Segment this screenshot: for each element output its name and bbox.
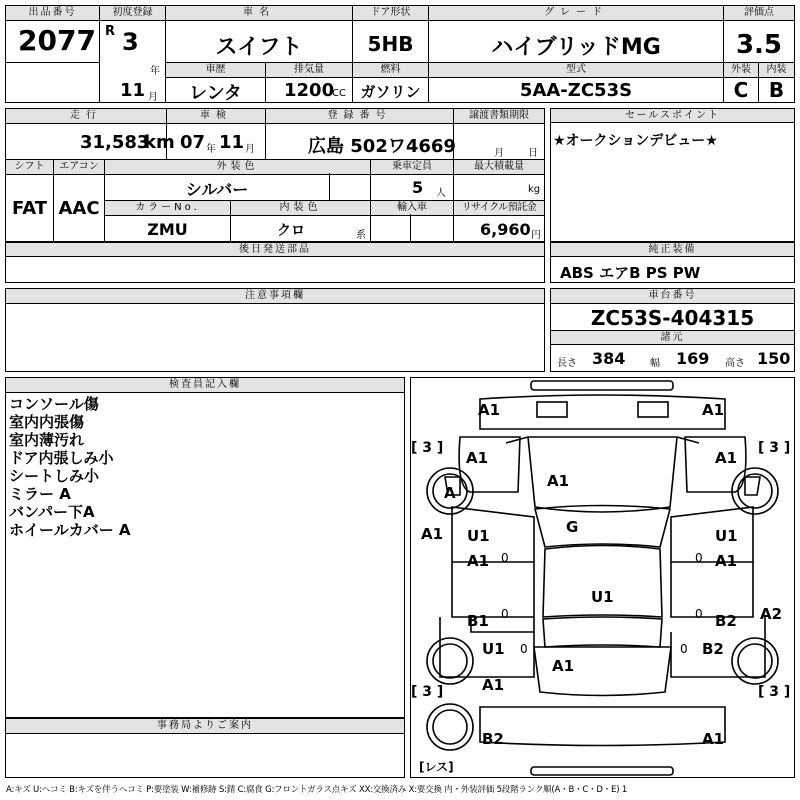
damage-label: A1 <box>478 401 501 419</box>
tire-depth: [ 3 ] <box>411 440 444 456</box>
inspector-note: コンソール傷 <box>9 395 99 413</box>
model-code: 5AA-ZC53S <box>519 80 633 101</box>
damage-label: B1 <box>467 612 489 630</box>
damage-label: U1 <box>715 527 738 545</box>
year-unit: 年 <box>150 66 160 77</box>
sales-point-label: セールスポイント <box>551 109 794 123</box>
zero-mark: 0 <box>501 551 509 565</box>
inspector-note: シートしみ小 <box>9 467 100 485</box>
equipment-text: ABS エアB PS PW <box>560 264 701 282</box>
ac-label: エアコン <box>59 161 99 172</box>
recycle-unit: 円 <box>531 230 541 241</box>
inspector-note: 室内薄汚れ <box>9 431 85 449</box>
capacity-label: 乗車定員 <box>392 161 432 172</box>
mileage-unit: km <box>144 132 175 153</box>
tire-depth: [ 3 ] <box>758 684 791 700</box>
fuel: ガソリン <box>360 83 421 101</box>
max-load-label: 最大積載量 <box>474 161 524 172</box>
inspection-year: 07 <box>180 132 206 153</box>
era-letter: R <box>105 24 116 39</box>
transfer-month-unit: 月 <box>494 148 504 159</box>
damage-label: A2 <box>760 605 783 623</box>
max-load-unit: kg <box>528 184 541 195</box>
zero-mark: 0 <box>520 642 528 656</box>
office-label: 事務局よりご案内 <box>6 719 404 734</box>
shift-label: シフト <box>14 161 45 172</box>
fuel-label: 燃料 <box>380 64 401 75</box>
month-unit: 月 <box>148 92 158 103</box>
car-name-label: 車名 <box>243 7 275 18</box>
chassis-label: 車台番号 <box>551 289 794 304</box>
inspector-note: ホイールカバー A <box>9 521 131 539</box>
ext-color-label: 外装色 <box>216 161 259 172</box>
damage-label: B2 <box>702 640 724 658</box>
grade-label: グレード <box>544 7 608 18</box>
color-no: ZMU <box>147 220 188 239</box>
exterior-label: 外装 <box>731 64 751 75</box>
damage-label: A1 <box>547 472 570 490</box>
transfer-label: 譲渡書類期限 <box>469 110 529 121</box>
zero-mark: 0 <box>680 642 688 656</box>
grade: ハイブリッドMG <box>491 35 661 60</box>
int-color-label: 内装色 <box>279 202 322 213</box>
length: 384 <box>592 349 626 368</box>
damage-label: A1 <box>715 552 738 570</box>
zero-mark: 0 <box>501 607 509 621</box>
int-color: クロ <box>277 223 305 239</box>
import-label: 輸入車 <box>397 202 427 213</box>
inspection-label: 車検 <box>200 110 232 121</box>
door-label: ドア形状 <box>370 7 411 18</box>
inspector-note: バンパー下A <box>9 503 95 521</box>
lot-no-label: 出品番号 <box>28 7 77 18</box>
interior-label: 内装 <box>766 64 787 75</box>
history-label: 車歴 <box>205 64 226 75</box>
equipment-label: 純正装備 <box>551 243 794 257</box>
model-label: 型式 <box>566 64 586 75</box>
first-reg-year: 3 <box>122 28 139 56</box>
inspection-year-unit: 年 <box>206 144 216 155</box>
displacement-unit: CC <box>332 88 346 99</box>
inspector-note: ドア内張しみ小 <box>9 449 114 467</box>
length-label: 長さ <box>557 358 577 369</box>
capacity-unit: 人 <box>436 188 446 199</box>
tire-depth: [ 3 ] <box>411 684 444 700</box>
mileage: 31,583 <box>80 132 150 153</box>
spare-tire-label: [レス] <box>419 760 454 774</box>
car-diagram <box>410 377 795 778</box>
int-color-unit: 系 <box>356 230 366 241</box>
height-label: 高さ <box>725 358 745 369</box>
displacement: 1200 <box>284 80 335 101</box>
capacity: 5 <box>412 178 424 197</box>
damage-label: U1 <box>467 527 490 545</box>
width-label: 幅 <box>650 358 660 369</box>
displacement-label: 排気量 <box>294 64 324 75</box>
air-conditioner: AAC <box>58 198 100 219</box>
score: 3.5 <box>735 30 783 60</box>
notes-label: 注意事項欄 <box>6 289 544 304</box>
inspector-label: 検査員記入欄 <box>6 378 404 393</box>
history: レンタ <box>189 83 242 104</box>
width: 169 <box>676 349 710 368</box>
inspector-note: 室内内張傷 <box>9 413 85 431</box>
plate-label: 登録番号 <box>327 110 392 121</box>
damage-label: A1 <box>702 730 725 748</box>
damage-label: U1 <box>482 640 505 658</box>
damage-label: A1 <box>467 552 490 570</box>
shift: FAT <box>11 198 48 219</box>
damage-label: A1 <box>482 676 505 694</box>
dims-label: 諸元 <box>551 330 794 345</box>
damage-label: A1 <box>421 525 444 543</box>
height: 150 <box>757 349 791 368</box>
damage-label: A1 <box>702 401 725 419</box>
damage-label: A1 <box>552 657 575 675</box>
transfer-day-unit: 日 <box>528 148 538 159</box>
damage-label: B2 <box>482 730 504 748</box>
plate-number: 広島 502ワ4669 <box>308 136 456 157</box>
zero-mark: 0 <box>695 551 703 565</box>
recycle-fee: 6,960 <box>480 220 531 239</box>
car-name: スイフト <box>215 35 303 60</box>
inspector-note: ミラー A <box>9 485 71 503</box>
inspection-month: 11 <box>219 132 245 153</box>
damage-label: A1 <box>715 449 738 467</box>
damage-label: A <box>444 484 456 502</box>
ext-color: シルバー <box>185 180 249 199</box>
sales-point-box <box>550 108 795 242</box>
first-reg-label: 初度登録 <box>112 7 153 18</box>
damage-label: G <box>566 518 579 536</box>
sales-point-text: ★オークションデビュー★ <box>553 133 718 149</box>
damage-label: B2 <box>715 612 737 630</box>
zero-mark: 0 <box>695 607 703 621</box>
interior-grade: B <box>768 78 785 102</box>
legend: A:キズ U:ヘコミ B:キズを伴うヘコミ P:要塗装 W:補修跡 S:錆 C:腐食 G:フロントガラス点キズ XX:交換済み X:要交換 内・外装評価 5段階ランク順(A・B・C・D・E) 1 <box>6 785 628 795</box>
exterior-grade: C <box>733 78 749 102</box>
color-no-label: カラーNo. <box>135 202 200 213</box>
inspector-notes <box>9 395 131 539</box>
score-label: 評価点 <box>744 7 774 18</box>
damage-label: A1 <box>466 449 489 467</box>
lot-number: 2077 <box>18 24 96 57</box>
mileage-label: 走行 <box>70 110 102 121</box>
door-type: 5HB <box>367 32 414 56</box>
inspection-month-unit: 月 <box>245 144 255 155</box>
chassis-number: ZC53S-404315 <box>590 306 755 330</box>
tire-depth: [ 3 ] <box>758 440 791 456</box>
damage-label: U1 <box>591 588 614 606</box>
first-reg-month: 11 <box>120 80 146 101</box>
recycle-label: リサイクル預託金 <box>461 202 537 213</box>
later-parts-label: 後日発送部品 <box>6 243 544 257</box>
